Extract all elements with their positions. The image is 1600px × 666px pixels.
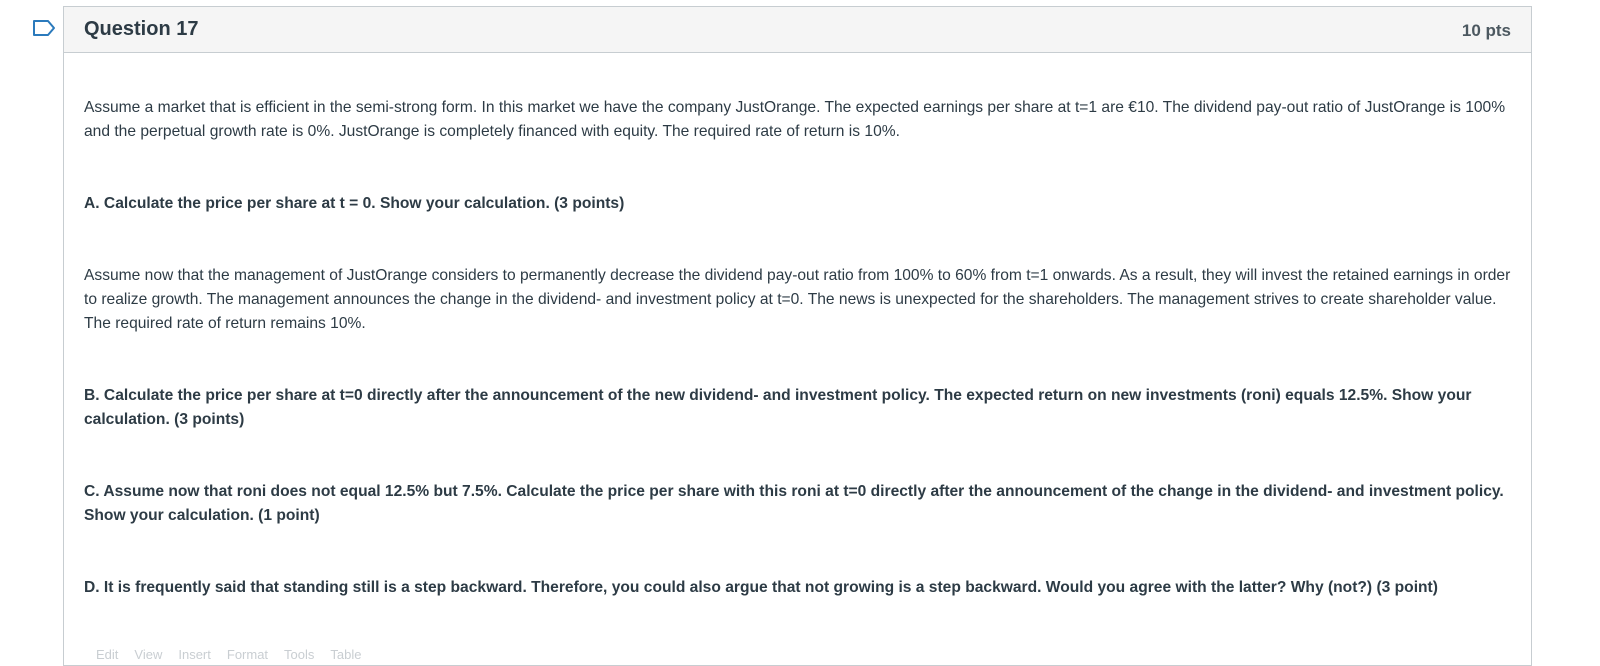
question-title: Question 17 — [84, 18, 199, 40]
menu-table[interactable]: Table — [330, 647, 362, 662]
question-part-d: D. It is frequently said that standing still is a step backward. Therefore, you could also argue that not growing is a step backward. Would you agree with the latter? Why (not?) (3 point) — [84, 579, 1438, 596]
question-context-text: Assume now that the management of JustOrange considers to permanently decrease the dividend pay-out ratio from 100% to 60% from t=1 onwards. As a result, they will invest the retained earnings in order to realize growth. The management announces the change in the dividend- and investment policy at t=0. The news is unexpected for the shareholders. The management strives to create shareholder value. The required rate of return remains 10%. — [84, 267, 1511, 332]
question-part-c: C. Assume now that roni does not equal 12.5% but 7.5%. Calculate the price per share with this roni at t=0 directly after the announcement of the change in the dividend- and investment policy. Show your calculation. (1 point) — [84, 483, 1504, 524]
question-part-b: B. Calculate the price per share at t=0 directly after the announcement of the new dividend- and investment policy. The expected return on new investments (roni) equals 12.5%. Show your calculation. (3 points) — [84, 387, 1472, 428]
menu-format[interactable]: Format — [226, 647, 269, 662]
question-points: 10 pts — [1461, 21, 1511, 40]
menu-tools[interactable]: Tools — [284, 647, 315, 662]
flag-question-icon[interactable] — [32, 19, 56, 37]
question-card — [63, 6, 1532, 666]
editor-menubar — [96, 647, 361, 662]
question-body — [64, 53, 1531, 600]
question-intro-text: Assume a market that is efficient in the semi-strong form. In this market we have the company JustOrange. The expected earnings per share at t=1 are €10. The dividend pay-out ratio of JustOrange is 100% and the perpetual growth rate is 0%. JustOrange is completely financed with equity. The required rate of return is 10%. — [84, 99, 1506, 140]
menu-edit[interactable]: Edit — [96, 647, 119, 662]
menu-insert[interactable]: Insert — [178, 647, 211, 662]
question-part-a: A. Calculate the price per share at t = 0. Show your calculation. (3 points) — [84, 195, 625, 212]
question-header — [64, 7, 1531, 53]
menu-view[interactable]: View — [134, 647, 163, 662]
